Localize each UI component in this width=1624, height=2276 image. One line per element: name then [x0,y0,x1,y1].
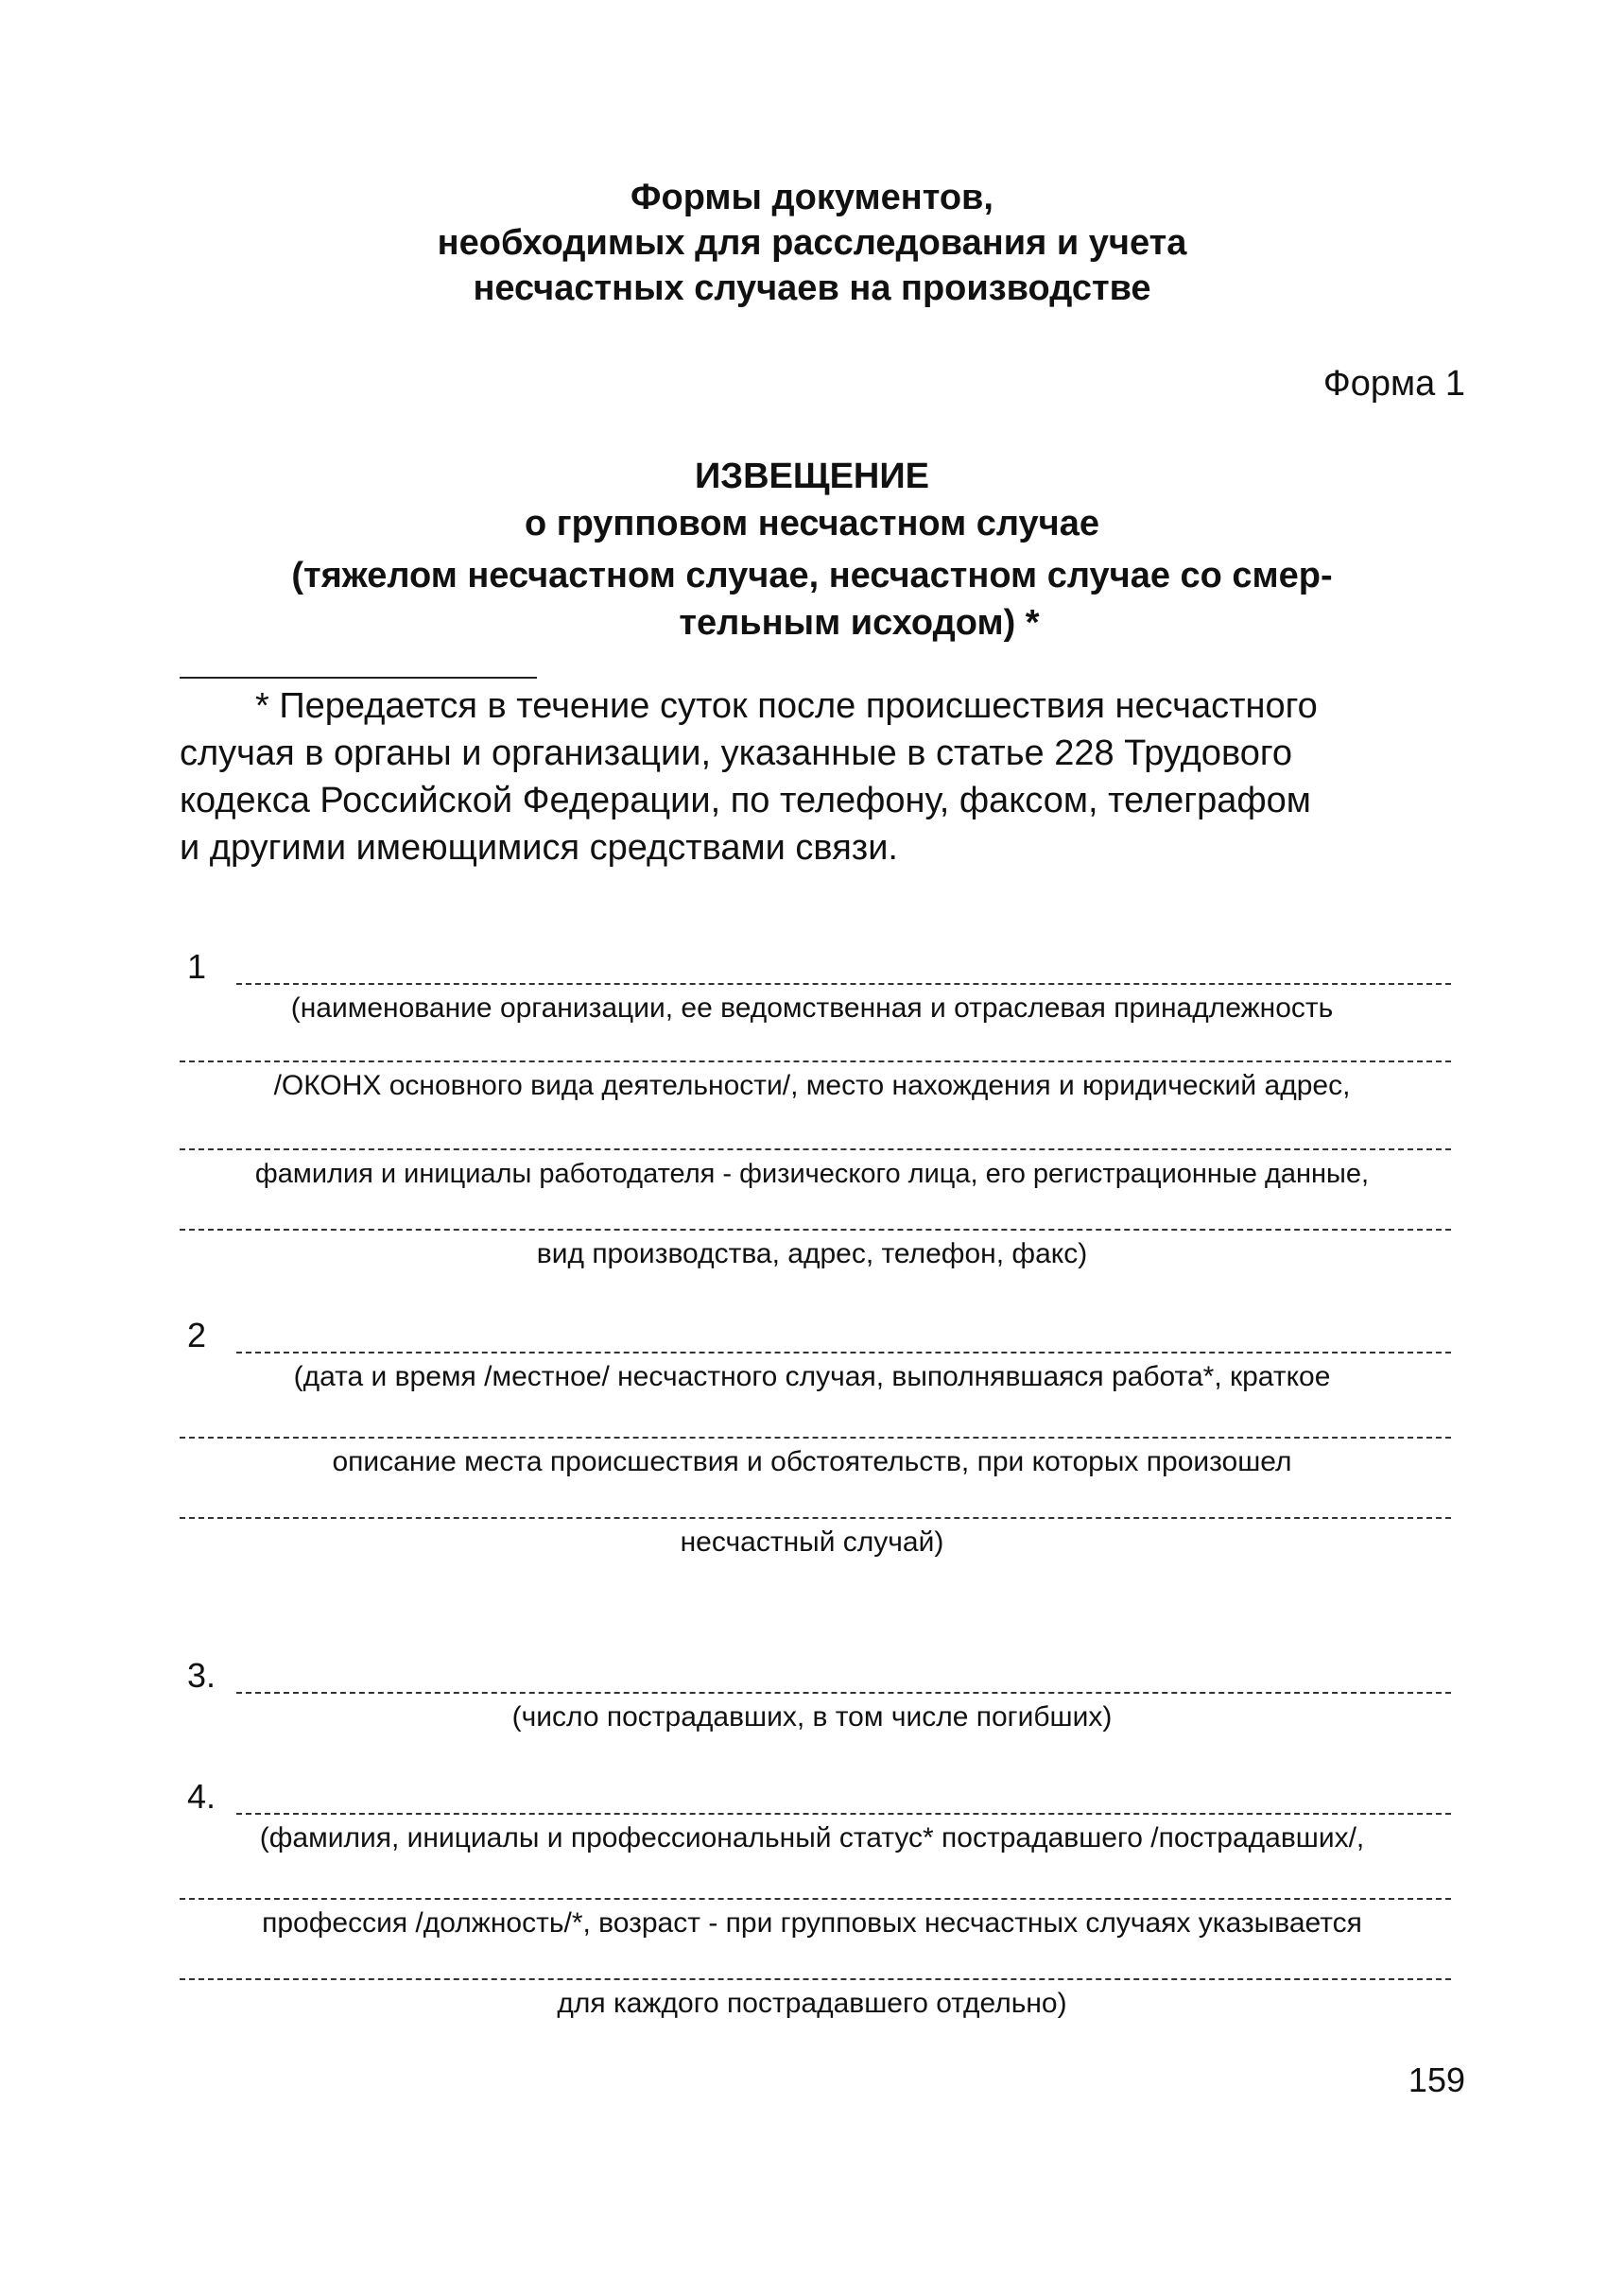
notice-title: ИЗВЕЩЕНИЕ [694,457,930,496]
field-2-line[interactable] [180,1437,1451,1439]
field-1-caption: (наименование организации, ее ведомственная и отраслевая принадлежность [290,992,1334,1024]
field-2-caption: несчастный случай) [680,1526,944,1558]
page-number: 159 [1408,2060,1465,2099]
field-2-line[interactable] [180,1517,1451,1519]
field-4-caption: (фамилия, инициалы и профессиональный статус* пострадавшего /пострадавших/, [259,1822,1365,1854]
heading-line: несчастных случаев на производстве [473,268,1151,308]
footnote [180,682,1452,871]
field-4-line[interactable] [180,1898,1451,1900]
field-1-caption: вид производства, адрес, телефон, факс) [536,1238,1088,1269]
field-3-line[interactable] [236,1692,1451,1694]
field-2-line[interactable] [236,1352,1451,1354]
field-4-line[interactable] [236,1813,1451,1815]
footnote-separator [180,677,537,679]
field-4-caption: профессия /должность/*, возраст - при групповых несчастных случаях указывается [262,1907,1362,1939]
footnote-line: и другими имеющимися средствами связи. [180,828,898,868]
field-2-caption: описание места происшествия и обстоятельств, при которых произошел [332,1446,1292,1477]
field-1-number: 1 [187,947,207,986]
field-1-line[interactable] [180,1060,1451,1062]
field-4-line[interactable] [180,1978,1451,1980]
notice-subtitle-line: тельным исходом) * [679,603,1040,643]
heading-line: необходимых для расследования и учета [437,223,1187,263]
field-4-caption: для каждого пострадавшего отдельно) [557,1988,1067,2019]
field-2-number: 2 [187,1316,207,1354]
field-1-line[interactable] [180,1148,1451,1150]
field-1-caption: фамилия и инициалы работодателя - физического лица, его регистрационные данные, [254,1159,1370,1189]
field-1-caption: /ОКОНХ основного вида деятельности/, место нахождения и юридический адрес, [273,1070,1351,1101]
heading-line: Формы документов, [631,178,993,217]
field-3-number: 3. [187,1656,216,1695]
field-1-line[interactable] [236,983,1451,985]
footnote-line: кодекса Российской Федерации, по телефону, факсом, телеграфом [180,781,1311,820]
notice-subtitle-line: о групповом несчастном случае [524,504,1100,543]
field-1-line[interactable] [180,1229,1451,1231]
notice-subtitle-line: (тяжелом несчастном случае, несчастном случае со смер- [291,556,1333,595]
field-2-caption: (дата и время /местное/ несчастного случая, выполнявшаяся работа*, краткое [293,1361,1331,1392]
footnote-line: * Передается в течение суток после происшествия несчастного [255,686,1318,726]
document-heading [0,175,1624,311]
footnote-line: случая в органы и организации, указанные в статье 228 Трудового [180,733,1293,773]
field-3-caption: (число пострадавших, в том числе погибших) [511,1701,1113,1733]
field-4-number: 4. [187,1777,216,1816]
form-number: Форма 1 [1322,364,1465,404]
